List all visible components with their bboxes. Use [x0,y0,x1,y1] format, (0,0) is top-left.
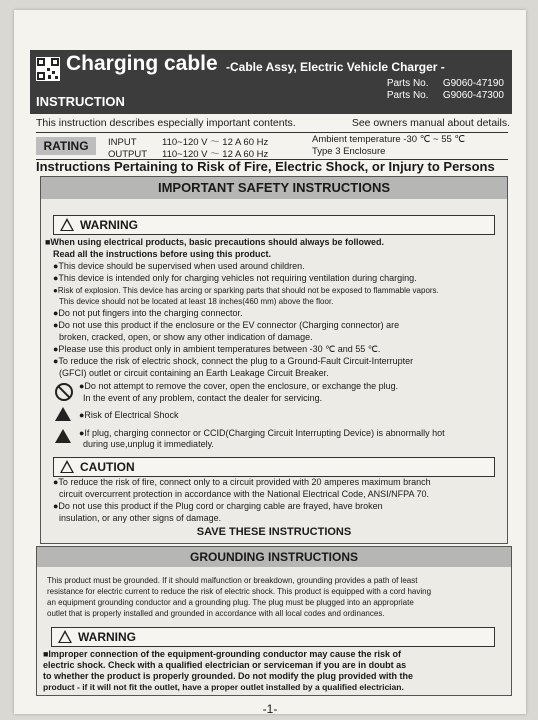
safety-bullet: ●Do not put fingers into the charging connector. [53,308,243,318]
safety-bullet: ●This device is intended only for charging vehicles not requiring ventilation during charging. [53,273,417,283]
warning-lead: ■When using electrical products, basic precautions should always be followed. [45,237,385,247]
safety-bullet: (GFCI) outlet or circuit containing an Earth Leakage Circuit Breaker. [59,368,329,378]
page-title: Charging cable [66,52,218,75]
rating-table [36,132,508,160]
grounding-warn-line: ■Improper connection of the equipment-grounding conductor may cause the risk of [43,649,401,659]
grounding-line: resistance for electric current to reduce the risk of electric shock. This product is equipped with a cord having [47,587,432,596]
safety-bullet: ●To reduce the risk of electric shock, connect the plug to a Ground-Fault Circuit-Interrupter [53,356,414,366]
risk-heading: Instructions Pertaining to Risk of Fire, Electric Shock, or Injury to Persons [36,159,495,174]
grounding-warn-line: product - if it will not fit the outlet, have a proper outlet installed by a qualified electrician. [43,682,404,692]
warning-banner: WARNING [53,215,495,235]
safety-bullet: ●Please use this product only in ambient temperatures between -30 ℃ and 55 ℃. [53,344,381,354]
grounding-warning-banner: WARNING [51,627,495,647]
hot-text-2: during use,unplug it immediately. [83,439,214,449]
save-instructions: SAVE THESE INSTRUCTIONS [196,526,352,538]
rating-label: RATING [36,137,96,155]
warning-lead-2: Read all the instructions before using this product. [53,249,272,259]
safety-instructions-box [40,176,508,544]
prohibited-icon [55,383,73,401]
caution-line: ●To reduce the risk of fire, connect only to a circuit provided with 20 amperes maximum branch [53,477,431,487]
safety-bullet: ●Risk of explosion. This device has arcing or sparking parts that should not be exposed to flammable vapors. [53,286,439,295]
safety-bullet: ●Do not use this product if the enclosure or the EV connector (Charging connector) are [53,320,400,330]
safety-bullet: This device should not be located at least 18 inches(460 mm) above the floor. [59,297,334,306]
safety-bullet: ●This device should be supervised when used around children. [53,261,305,271]
shock-text: ●Risk of Electrical Shock [79,410,179,420]
caution-banner: CAUTION [53,457,495,477]
page-subtitle: -Cable Assy, Electric Vehicle Charger - [226,60,445,74]
instruction-sheet [14,10,526,714]
header-band [30,50,512,114]
grounding-warn-line: electric shock. Check with a qualified electrician or serviceman if you are in doubt as [43,660,407,670]
grounding-line: outlet that is properly installed and grounded in accordance with all local codes and ordinances. [47,609,385,618]
grounding-instructions-box [36,546,512,696]
intro-see-manual: See owners manual about details. [351,117,510,129]
safety-title: IMPORTANT SAFETY INSTRUCTIONS [41,177,507,199]
rating-input-row: INPUT 110~120 V ～ 12 A 60 Hz [108,137,269,148]
hot-text: ●If plug, charging connector or CCID(Charging Circuit Interrupting Device) is abnormally hot [79,428,445,438]
electric-shock-icon [55,407,71,421]
intro-text: This instruction describes especially important contents. [36,117,296,129]
grounding-title: GROUNDING INSTRUCTIONS [37,547,511,567]
caution-line: insulation, or any other signs of damage. [59,513,222,523]
warning-triangle-icon [60,218,74,231]
caution-line: circuit overcurrent protection in accordance with the National Electrical Code, ANSI/NFPA 70. [59,489,430,499]
hot-warning-icon [55,429,71,443]
rating-output-row: OUTPUT 110~120 V ～ 12 A 60 Hz [108,149,269,160]
page-number: -1- [262,702,278,716]
grounding-line: an equipment grounding conductor and a grounding plug. The plug must be plugged into an appropriate [47,598,414,607]
grounding-warn-line: to whether the product is properly grounded. Do not modify the plug provided with the [43,671,413,681]
grounding-line: This product must be grounded. If it should malfunction or breakdown, grounding provides a path of least [47,576,418,585]
parts-number-1: Parts No. G9060-47190 [386,78,504,89]
enclosure-type: Type 3 Enclosure [312,146,386,157]
parts-number-2: Parts No. G9060-47300 [386,90,504,101]
section-label: INSTRUCTION [36,94,125,109]
grounding-warning-triangle-icon [58,630,72,643]
caution-line: ●Do not use this product if the Plug cord or charging cable are frayed, have broken [53,501,383,511]
ambient-temperature: Ambient temperature -30 ℃ ~ 55 ℃ [312,134,466,145]
caution-triangle-icon [60,460,74,473]
prohibit-text-2: In the event of any problem, contact the dealer for servicing. [83,393,323,403]
qr-code-icon [36,57,60,81]
prohibit-text: ●Do not attempt to remove the cover, open the enclosure, or exchange the plug. [79,381,399,391]
safety-bullet: broken, cracked, open, or show any other indication of damage. [59,332,313,342]
